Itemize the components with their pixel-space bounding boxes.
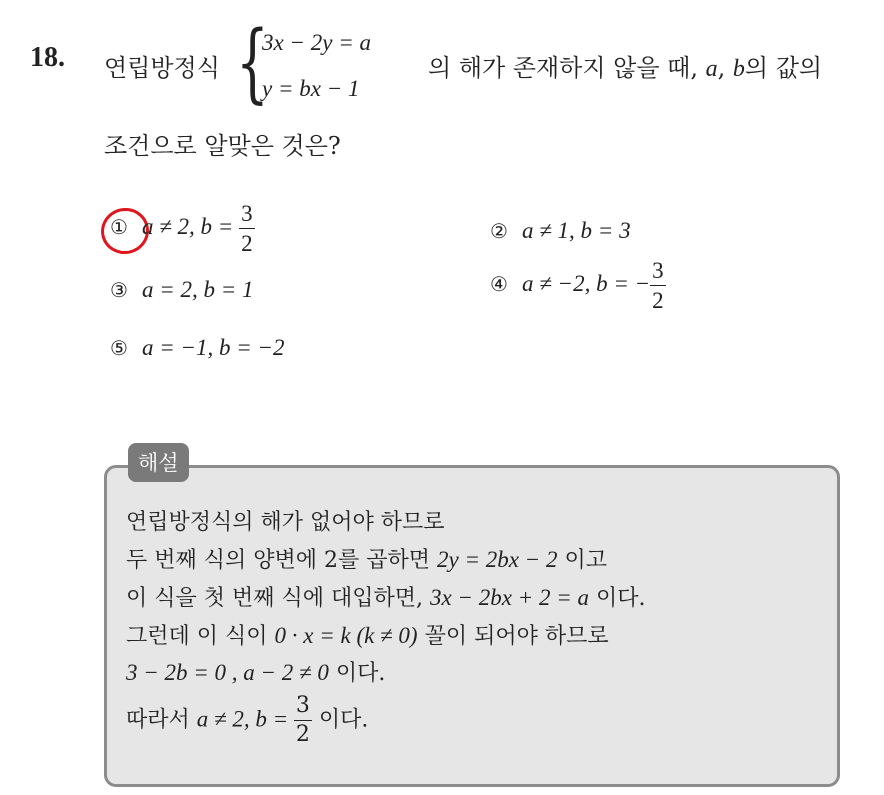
option-number: ②: [490, 219, 508, 243]
system-equation-1: 3x − 2y = a: [262, 30, 371, 55]
question-trail: 의 해가 존재하지 않을 때, a, b의 값의: [428, 54, 823, 82]
explanation-line-3: 이 식을 첫 번째 식에 대입하면, 3x − 2bx + 2 = a 이다.: [126, 585, 646, 611]
option-4[interactable]: ④ a ≠ −2, b = − $\frac{3}{2}$: [490, 258, 664, 313]
explanation-line-2: 두 번째 식의 양변에 2를 곱하면 2y = 2bx − 2 이고: [126, 547, 607, 573]
explanation-line-5: 3 − 2b = 0 , a − 2 ≠ 0 이다.: [126, 660, 386, 686]
explanation-line-4: 그런데 이 식이 0 · x = k (k ≠ 0) 꼴이 되어야 하므로: [126, 623, 609, 649]
explanation-fraction: $\frac{3}{2}$: [295, 693, 310, 747]
option-3[interactable]: ③ a = 2, b = 1: [110, 277, 254, 302]
question-lead: 연립방정식: [104, 54, 220, 82]
option-number: ③: [110, 278, 128, 302]
question-number: 18.: [30, 42, 65, 73]
question-line-2: 조건으로 알맞은 것은?: [104, 132, 341, 160]
option-2[interactable]: ② a ≠ 1, b = 3: [490, 218, 631, 243]
system-brace: {: [236, 13, 269, 113]
option-number: ①: [110, 214, 128, 239]
explanation-line-6: 따라서 a ≠ 2, b = $\frac{3}{2}$ 이다.: [126, 693, 369, 747]
explanation-tab: 해설: [128, 443, 189, 482]
option-1[interactable]: ① a ≠ 2, b = $\frac{3}{2}$: [110, 201, 253, 256]
option-number: ⑤: [110, 336, 128, 360]
explanation-line-1: 연립방정식의 해가 없어야 하므로: [126, 510, 445, 535]
system-equation-2: y = bx − 1: [262, 76, 360, 101]
option-number: ④: [490, 271, 508, 296]
option-1-fraction: $\frac{3}{2}$: [241, 201, 253, 256]
option-4-fraction: $\frac{3}{2}$: [652, 258, 664, 313]
option-5[interactable]: ⑤ a = −1, b = −2: [110, 335, 285, 360]
